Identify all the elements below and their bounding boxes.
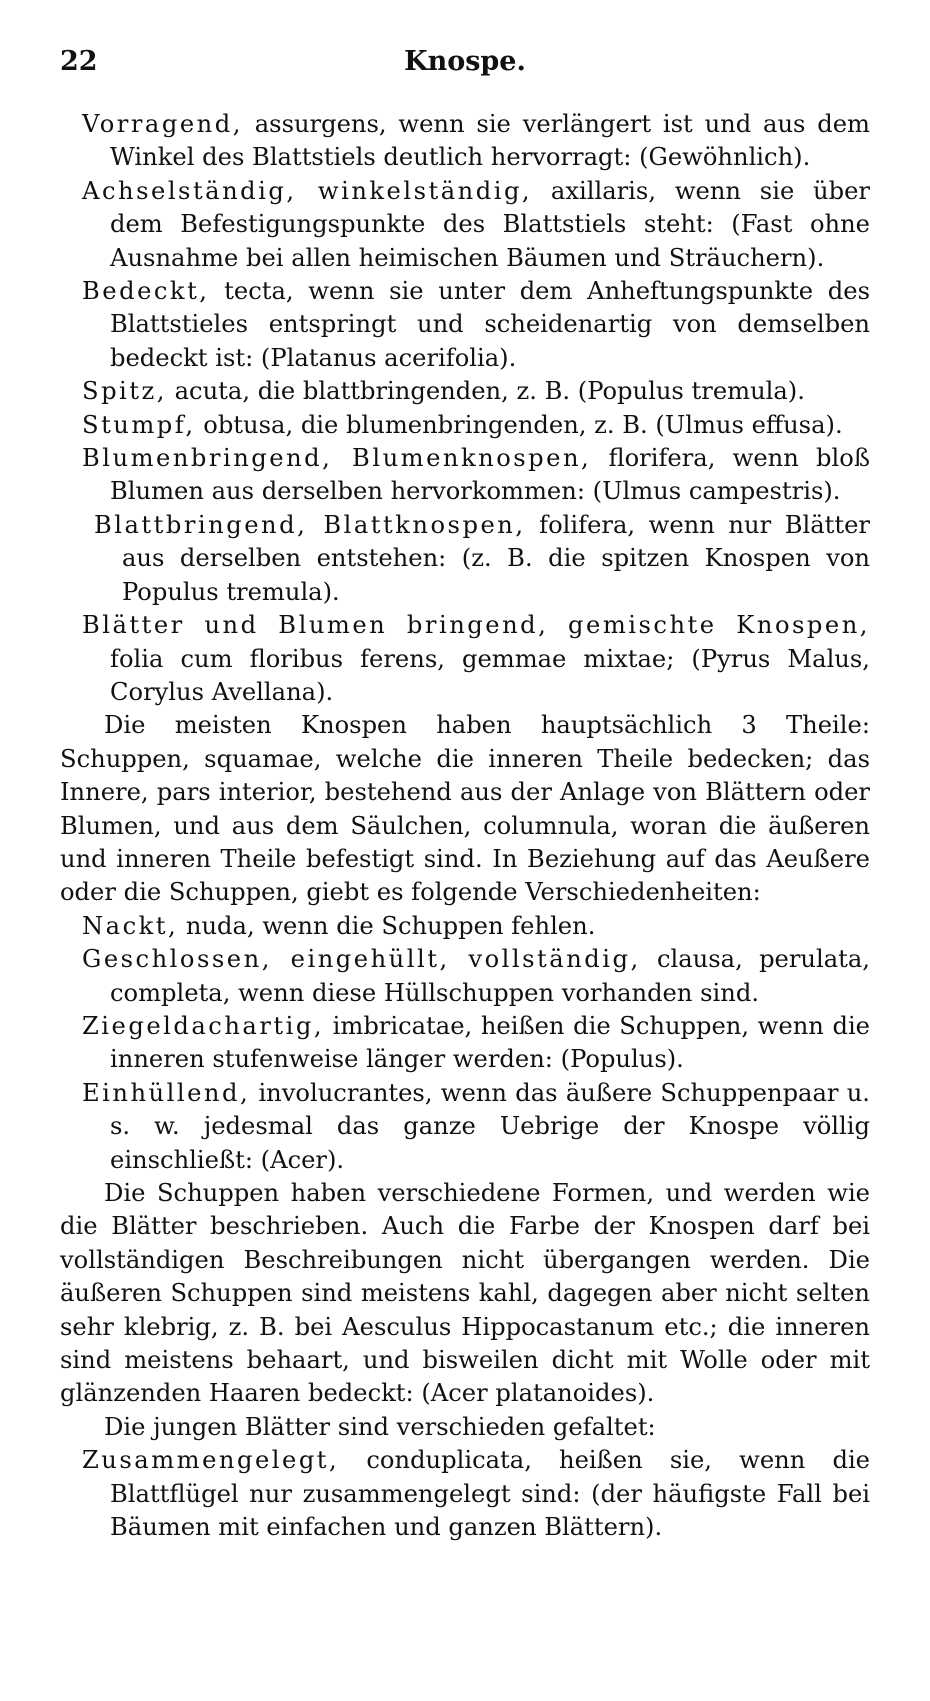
- entry-term: Einhüllend,: [82, 1078, 251, 1107]
- definition-entry: [60, 509, 870, 609]
- body-paragraph: Die jungen Blätter sind verschieden gefaltet:: [104, 1412, 656, 1441]
- entry-text: tecta, wenn sie unter dem Anheftungspunkte des Blattstieles entspringt und scheidenartig von demselben bedeckt ist: (Platanus acerifolia).: [110, 277, 870, 372]
- entry-term: Zusammengelegt,: [82, 1446, 340, 1475]
- entry-text: axillaris, wenn sie über dem Befestigungspunkte des Blattstiels steht: (Fast ohne Ausnahme bei allen heimischen Bäumen und Sträuchern).: [110, 176, 870, 272]
- running-title: Knospe.: [404, 46, 526, 77]
- page-number: 22: [60, 46, 98, 77]
- definition-entry: [60, 175, 870, 275]
- entry-term: Blätter und Blumen bringend, gemischte Knospen,: [82, 611, 870, 640]
- entry-text: assurgens, wenn sie verlängert ist und aus dem Winkel des Blattstiels deutlich hervorragt: (Gewöhnlich).: [110, 110, 870, 172]
- definition-entry: [60, 1444, 870, 1544]
- entry-text: obtusa, die blumenbringenden, z. B. (Ulmus effusa).: [195, 410, 843, 439]
- entry-text: folia cum floribus ferens, gemmae mixtae; (Pyrus Malus, Corylus Avellana).: [110, 644, 870, 706]
- page-body: [60, 108, 870, 1544]
- entry-term: Ziegeldachartig,: [82, 1011, 325, 1040]
- entry-term: Achselständig, winkelständig,: [82, 176, 533, 205]
- definition-entry: [60, 1010, 870, 1077]
- body-paragraph: Die Schuppen haben verschiedene Formen, und werden wie die Blätter beschrieben. Auch die Farbe der Knospen darf bei vollständigen Beschreibungen nicht übergangen werden. Die äußeren Schuppen sind meistens kahl, dagegen aber nicht selten sehr klebrig, z. B. bei Aesculus Hippocastanum etc.; die inneren sind meistens behaart, und bisweilen dicht mit Wolle oder mit glänzenden Haaren bedeckt: (Acer platanoides).: [60, 1179, 870, 1408]
- entry-text: involucrantes, wenn das äußere Schuppenpaar u. s. w. jedesmal das ganze Uebrige der Knospe völlig einschließt: (Acer).: [110, 1078, 870, 1174]
- entry-term: Geschlossen, eingehüllt, vollständig,: [82, 945, 641, 974]
- entry-term: Blumenbringend, Blumenknospen,: [82, 444, 592, 473]
- definition-entry: [60, 375, 870, 408]
- entry-text: clausa, perulata, completa, wenn diese Hüllschuppen vorhanden sind.: [110, 945, 870, 1007]
- definition-entry: [60, 943, 870, 1010]
- entry-term: Nackt,: [82, 911, 179, 940]
- entry-term: Blattbringend, Blattknospen,: [94, 510, 526, 539]
- body-paragraph: Die meisten Knospen haben hauptsächlich 3 Theile: Schuppen, squamae, welche die inneren Theile bedecken; das Innere, pars interior, bestehend aus der Anlage von Blättern oder Blumen, und aus dem Säulchen, columnula, woran die äußeren und inneren Theile befestigt sind. In Beziehung auf das Aeußere oder die Schuppen, giebt es folgende Verschiedenheiten:: [60, 711, 870, 907]
- definition-entry: [60, 609, 870, 709]
- entry-text: conduplicata, heißen sie, wenn die Blattflügel nur zusammengelegt sind: (der häufigste Fall bei Bäumen mit einfachen und ganzen Blättern).: [110, 1446, 870, 1542]
- entry-term: Vorragend,: [82, 110, 243, 138]
- definition-entry: [60, 1077, 870, 1177]
- entry-term: Spitz,: [82, 377, 167, 406]
- definition-entry: [60, 409, 870, 442]
- definition-entry: [60, 910, 870, 943]
- definition-entry: [60, 442, 870, 509]
- entry-text: folifera, wenn nur Blätter aus derselben entstehen: (z. B. die spitzen Knospen von Populus tremula).: [122, 510, 870, 606]
- definition-entry: [60, 108, 870, 175]
- definition-entry: [60, 275, 870, 375]
- entry-text: imbricatae, heißen die Schuppen, wenn die inneren stufenweise länger werden: (Populus).: [110, 1011, 870, 1074]
- entry-term: Stumpf,: [82, 410, 196, 439]
- entry-term: Bedeckt,: [82, 277, 210, 306]
- entry-text: acuta, die blattbringenden, z. B. (Populus tremula).: [166, 377, 805, 406]
- entry-text: florifera, wenn bloß Blumen aus derselben hervorkommen: (Ulmus campestris).: [110, 444, 870, 506]
- entry-text: nuda, wenn die Schuppen fehlen.: [178, 911, 596, 940]
- page-header: [60, 46, 870, 86]
